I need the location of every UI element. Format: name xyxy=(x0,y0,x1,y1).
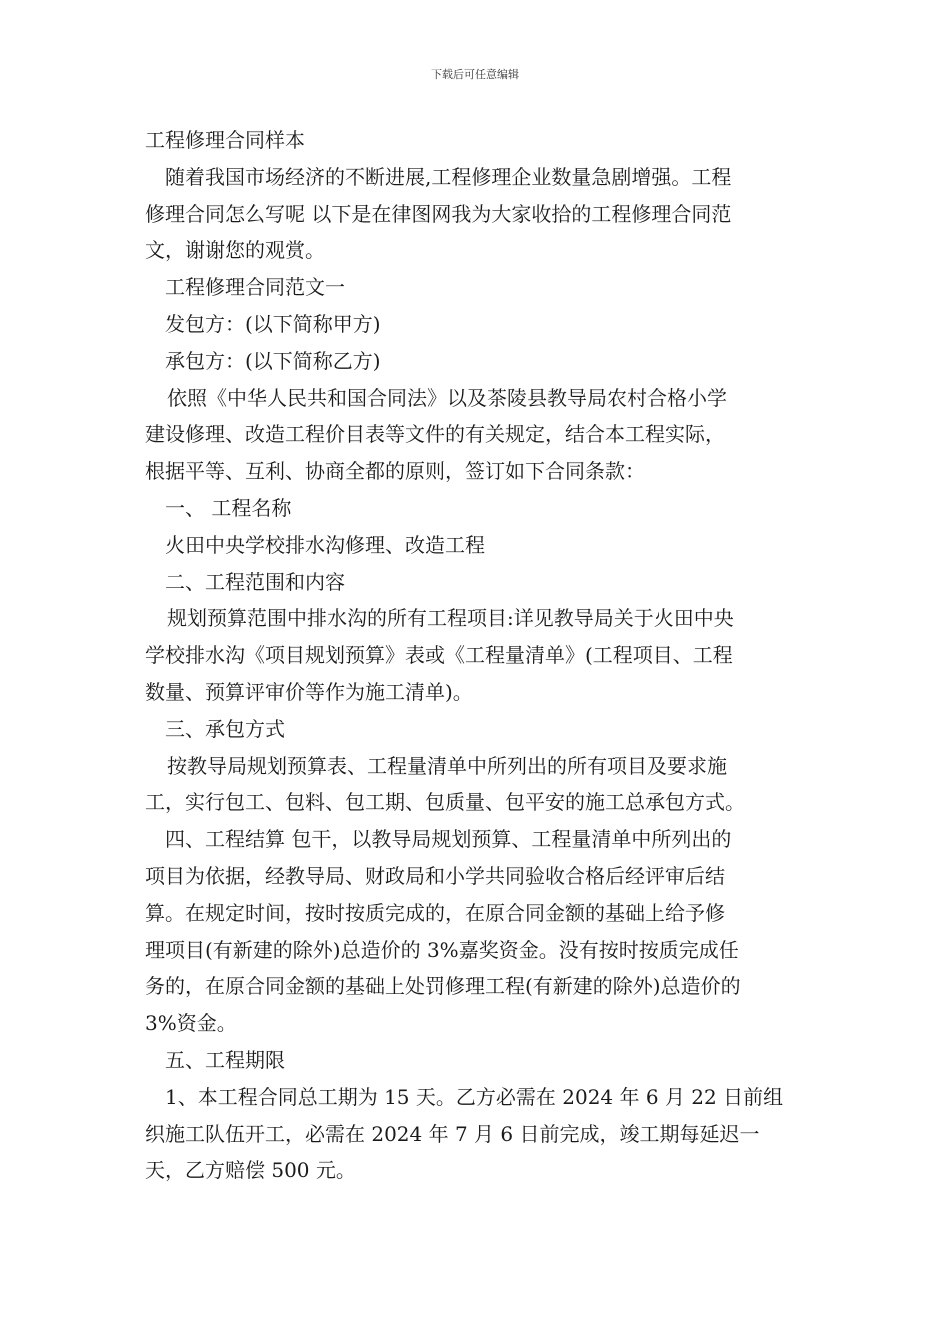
section-4-line: 算。在规定时间，按时按质完成的，在原合同金额的基础上给予修 xyxy=(145,900,725,925)
basis-line: 建设修理、改造工程价目表等文件的有关规定，结合本工程实际， xyxy=(145,422,725,447)
sample-heading: 工程修理合同范文一 xyxy=(165,275,345,300)
section-1-heading: 一、 工程名称 xyxy=(165,495,292,520)
section-3-heading: 三、承包方式 xyxy=(165,716,285,741)
section-2-line: 学校排水沟《项目规划预算》表或《工程量清单》(工程项目、工程 xyxy=(145,643,733,668)
party-a-line: 发包方：(以下简称甲方) xyxy=(165,311,381,336)
section-4-line: 务的，在原合同金额的基础上处罚修理工程(有新建的除外)总造价的 xyxy=(145,974,741,999)
page-header-note: 下载后可任意编辑 xyxy=(431,68,519,81)
section-5-heading: 五、工程期限 xyxy=(165,1047,285,1072)
party-b-line: 承包方：(以下简称乙方) xyxy=(165,348,381,373)
section-5-line: 1、本工程合同总工期为 15 天。乙方必需在 2024 年 6 月 22 日前组 xyxy=(165,1084,784,1109)
intro-line: 修理合同怎么写呢 以下是在律图网我为大家收拾的工程修理合同范 xyxy=(145,201,732,226)
section-4-paragraph xyxy=(145,821,807,1042)
section-1-body: 火田中央学校排水沟修理、改造工程 xyxy=(165,532,485,557)
intro-paragraph xyxy=(145,159,807,269)
section-5-line: 织施工队伍开工，必需在 2024 年 7 月 6 日前完成，竣工期每延迟一 xyxy=(145,1121,760,1146)
section-4-line: 理项目(有新建的除外)总造价的 3%嘉奖资金。没有按时按质完成任 xyxy=(145,937,739,962)
section-5-line: 天，乙方赔偿 500 元。 xyxy=(145,1158,356,1183)
section-4-line: 四、工程结算 包干，以教导局规划预算、工程量清单中所列出的 xyxy=(165,827,732,852)
document-body xyxy=(145,122,807,1189)
section-3-line: 工，实行包工、包料、包工期、包质量、包平安的施工总承包方式。 xyxy=(145,790,745,815)
section-3-paragraph xyxy=(145,748,807,822)
basis-line: 根据平等、互利、协商全都的原则，签订如下合同条款： xyxy=(145,459,645,484)
section-4-line: 3%资金。 xyxy=(145,1011,237,1036)
section-3-line: 按教导局规划预算表、工程量清单中所列出的所有项目及要求施 xyxy=(167,753,727,778)
section-2-heading: 二、工程范围和内容 xyxy=(165,569,345,594)
section-5-paragraph xyxy=(145,1079,807,1189)
section-2-paragraph xyxy=(145,600,807,710)
basis-line: 依照《中华人民共和国合同法》以及茶陵县教导局农村合格小学 xyxy=(167,385,727,410)
section-4-line: 项目为依据，经教导局、财政局和小学共同验收合格后经评审后结 xyxy=(145,863,725,888)
basis-paragraph xyxy=(145,380,807,490)
intro-line: 文，谢谢您的观赏。 xyxy=(145,238,325,263)
document-title: 工程修理合同样本 xyxy=(145,128,305,152)
section-2-line: 数量、预算评审价等作为施工清单)。 xyxy=(145,679,473,704)
section-2-line: 规划预算范围中排水沟的所有工程项目:详见教导局关于火田中央 xyxy=(167,606,734,631)
intro-line: 随着我国市场经济的不断进展,工程修理企业数量急剧增强。工程 xyxy=(165,164,732,189)
